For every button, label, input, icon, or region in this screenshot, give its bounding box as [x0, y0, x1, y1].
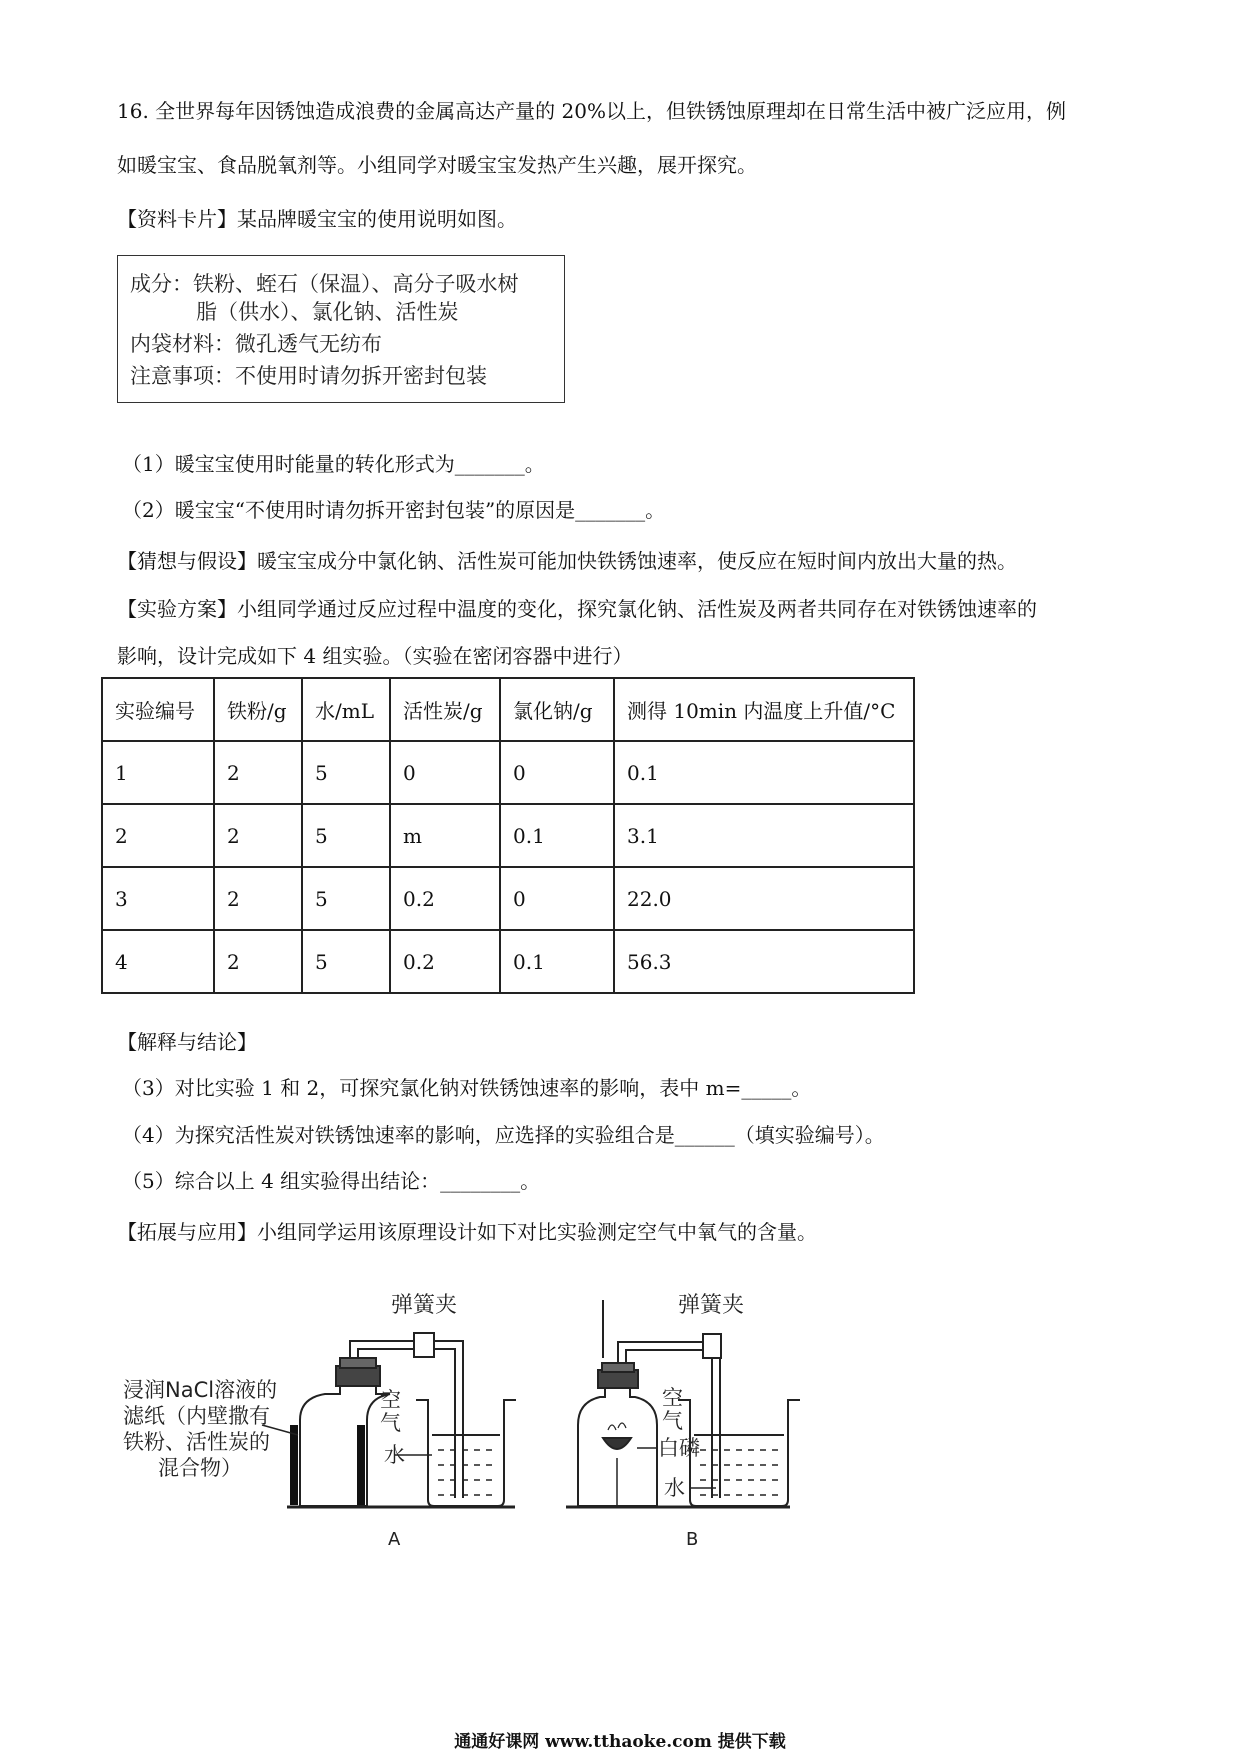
- b-phosphorus-label: 白磷: [658, 1436, 700, 1460]
- table-header-cell: 活性炭/g: [390, 678, 500, 741]
- a-note-line-4: 混合物）: [158, 1456, 242, 1480]
- table-cell: 0.1: [500, 930, 614, 993]
- table-row: [102, 867, 914, 930]
- table-header-cell: 测得 10min 内温度上升值/°C: [614, 678, 914, 741]
- card-ingredients-2: 脂（供水）、氯化钠、活性炭: [196, 300, 459, 324]
- table-cell: 1: [102, 741, 214, 804]
- a-air-label-1: 空: [380, 1388, 401, 1412]
- question-3: （3）对比实验 1 和 2，可探究氯化钠对铁锈蚀速率的影响，表中 m=_____。: [122, 1076, 812, 1100]
- apparatus-figure: [0, 1270, 1240, 1560]
- table-row: [102, 741, 914, 804]
- table-cell: 2: [102, 804, 214, 867]
- b-clip-label: 弹簧夹: [678, 1293, 745, 1318]
- extension: 【拓展与应用】小组同学运用该原理设计如下对比实验测定空气中氧气的含量。: [117, 1220, 817, 1244]
- info-card: [117, 255, 565, 403]
- a-note-line-1: 浸润NaCl溶液的: [123, 1378, 278, 1402]
- a-caption: A: [388, 1529, 401, 1550]
- a-water-label: 水: [384, 1443, 405, 1467]
- table-cell: 3: [102, 867, 214, 930]
- table-cell: 2: [214, 930, 302, 993]
- card-notice: 注意事项：不使用时请勿拆开密封包装: [130, 364, 487, 388]
- a-note-line-2: 滤纸（内壁撒有: [123, 1404, 270, 1428]
- table-cell: 2: [214, 867, 302, 930]
- table-row: [102, 804, 914, 867]
- table-cell: 2: [214, 804, 302, 867]
- table-cell: 2: [214, 741, 302, 804]
- question-4: （4）为探究活性炭对铁锈蚀速率的影响，应选择的实验组合是______（填实验编号）。: [122, 1123, 885, 1147]
- experiment-table: [101, 677, 915, 994]
- question-line-1: 16. 全世界每年因锈蚀造成浪费的金属高达产量的 20%以上，但铁锈蚀原理却在日常生活中被广泛应用，例: [117, 99, 1066, 123]
- table-cell: 0.1: [614, 741, 914, 804]
- table-header-cell: 氯化钠/g: [500, 678, 614, 741]
- b-water-label: 水: [664, 1476, 685, 1500]
- card-inner-bag: 内袋材料：微孔透气无纺布: [130, 332, 382, 356]
- table-cell: m: [390, 804, 500, 867]
- card-intro: 【资料卡片】某品牌暖宝宝的使用说明如图。: [117, 207, 517, 231]
- table-cell: 22.0: [614, 867, 914, 930]
- table-cell: 4: [102, 930, 214, 993]
- table-cell: 5: [302, 741, 390, 804]
- table-cell: 5: [302, 867, 390, 930]
- question-1: （1）暖宝宝使用时能量的转化形式为_______。: [122, 452, 545, 476]
- b-air-label-2: 气: [662, 1409, 683, 1433]
- table-header-cell: 水/mL: [302, 678, 390, 741]
- table-cell: 5: [302, 804, 390, 867]
- footer-credit: 通通好课网 www.tthaoke.com 提供下载: [454, 1732, 786, 1752]
- table-row: [102, 930, 914, 993]
- table-cell: 5: [302, 930, 390, 993]
- question-2: （2）暖宝宝“不使用时请勿拆开密封包装”的原因是_______。: [122, 498, 666, 522]
- a-note-line-3: 铁粉、活性炭的: [123, 1430, 270, 1454]
- b-air-label-1: 空: [662, 1386, 683, 1410]
- question-5: （5）综合以上 4 组实验得出结论：________。: [122, 1169, 541, 1193]
- a-clip-label: 弹簧夹: [391, 1293, 458, 1318]
- b-caption: B: [686, 1529, 699, 1550]
- table-cell: 0.2: [390, 930, 500, 993]
- plan-line-2: 影响，设计完成如下 4 组实验。（实验在密闭容器中进行）: [117, 644, 633, 668]
- table-header-row: [102, 678, 914, 741]
- plan-line-1: 【实验方案】小组同学通过反应过程中温度的变化，探究氯化钠、活性炭及两者共同存在对铁锈蚀速率的: [117, 597, 1037, 621]
- table-header-cell: 实验编号: [102, 678, 214, 741]
- table-cell: 56.3: [614, 930, 914, 993]
- hypothesis: 【猜想与假设】暖宝宝成分中氯化钠、活性炭可能加快铁锈蚀速率，使反应在短时间内放出大量的热。: [117, 549, 1017, 573]
- table-cell: 0.2: [390, 867, 500, 930]
- question-line-2: 如暖宝宝、食品脱氧剂等。小组同学对暖宝宝发热产生兴趣，展开探究。: [117, 153, 757, 177]
- table-cell: 0: [500, 867, 614, 930]
- table-cell: 3.1: [614, 804, 914, 867]
- conclusion-heading: 【解释与结论】: [117, 1030, 257, 1054]
- table-header-cell: 铁粉/g: [214, 678, 302, 741]
- table-cell: 0: [500, 741, 614, 804]
- table-cell: 0: [390, 741, 500, 804]
- table-cell: 0.1: [500, 804, 614, 867]
- card-ingredients-1: 成分：铁粉、蛭石（保温）、高分子吸水树: [130, 272, 519, 296]
- a-air-label-2: 气: [380, 1411, 401, 1435]
